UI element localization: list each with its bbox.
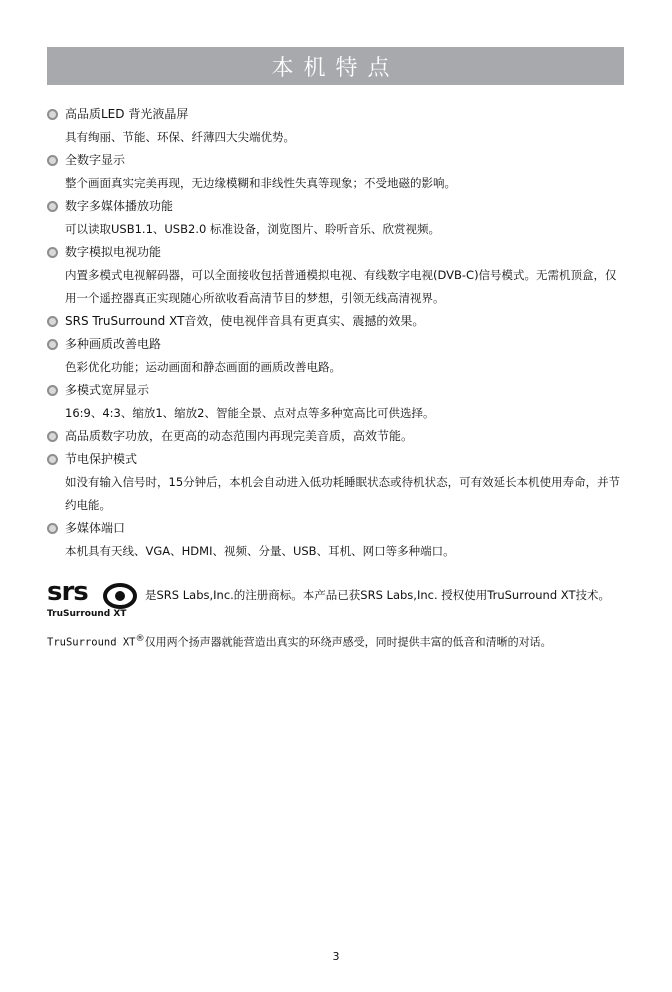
bullet-icon: [47, 109, 58, 120]
feature-title: 多媒体端口: [65, 521, 126, 535]
bullet-icon: [47, 523, 58, 534]
feature-list: [47, 103, 627, 563]
feature-title: 多种画质改善电路: [65, 337, 162, 351]
list-item: [47, 103, 627, 149]
trademark-notice: 是SRS Labs,Inc.的注册商标。本产品已获SRS Labs,Inc. 授权使用TruSurround XT技术。: [145, 588, 610, 602]
page-title-banner: [47, 47, 624, 85]
page-number: 3: [332, 950, 340, 963]
feature-description: 色彩优化功能；运动画面和静态画面的画质改善电路。: [65, 360, 341, 374]
list-item: [47, 310, 627, 333]
srs-logo: [47, 577, 139, 622]
page-title: 本机特点: [271, 55, 400, 81]
feature-title: 多模式宽屏显示: [65, 383, 150, 397]
bullet-icon: [47, 316, 58, 327]
feature-description: 本机具有天线、VGA、HDMI、视频、分量、USB、耳机、网口等多种端口。: [65, 544, 455, 558]
feature-title: 高品质数字功放，在更高的动态范围内再现完美音质，高效节能。: [65, 429, 414, 443]
feature-title: 节电保护模式: [65, 452, 138, 466]
bullet-icon: [47, 454, 58, 465]
srs-logo-subtitle: TruSurround XT: [47, 609, 127, 619]
feature-description: 如没有输入信号时，15分钟后，本机会自动进入低功耗睡眠状态或待机状态，可有效延长本机使用寿命，并节约电能。: [65, 475, 621, 512]
feature-description: 内置多模式电视解码器，可以全面接收包括普通模拟电视、有线数字电视(DVB-C)信号模式。无需机顶盒，仅用一个遥控器真正实现随心所欲收看高清节目的梦想，引领无线高清视界。: [65, 268, 617, 305]
list-item: [47, 379, 627, 425]
list-item: [47, 425, 627, 448]
feature-description: 整个画面真实完美再现，无边缘模糊和非线性失真等现象；不受地磁的影响。: [65, 176, 456, 190]
list-item: [47, 149, 627, 195]
list-item: [47, 517, 627, 563]
srs-logo-eye-icon: [103, 583, 137, 609]
list-item: [47, 333, 627, 379]
srs-logo-word: srs: [47, 577, 88, 607]
list-item: [47, 241, 627, 310]
trusurround-description: [47, 628, 637, 654]
trusurround-name: TruSurround XT: [47, 636, 136, 649]
feature-title: 全数字显示: [65, 153, 126, 167]
bullet-icon: [47, 201, 58, 212]
feature-title: 数字多媒体播放功能: [65, 199, 174, 213]
trusurround-text: 仅用两个扬声器就能营造出真实的环绕声感受，同时提供丰富的低音和清晰的对话。: [144, 635, 552, 649]
feature-description: 16:9、4:3、缩放1、缩放2、智能全景、点对点等多种宽高比可供选择。: [65, 406, 435, 420]
feature-title: 数字模拟电视功能: [65, 245, 162, 259]
feature-description: 可以读取USB1.1、USB2.0 标准设备，浏览图片、聆听音乐、欣赏视频。: [65, 222, 440, 236]
feature-description: 具有绚丽、节能、环保、纤薄四大尖端优势。: [65, 130, 295, 144]
list-item: [47, 448, 627, 517]
bullet-icon: [47, 385, 58, 396]
feature-title: 高品质LED 背光液晶屏: [65, 107, 189, 121]
bullet-icon: [47, 247, 58, 258]
list-item: [47, 195, 627, 241]
feature-title: SRS TruSurround XT音效，使电视伴音具有更真实、震撼的效果。: [65, 314, 425, 328]
registered-mark: ®: [135, 633, 145, 644]
bullet-icon: [47, 155, 58, 166]
bullet-icon: [47, 339, 58, 350]
bullet-icon: [47, 431, 58, 442]
